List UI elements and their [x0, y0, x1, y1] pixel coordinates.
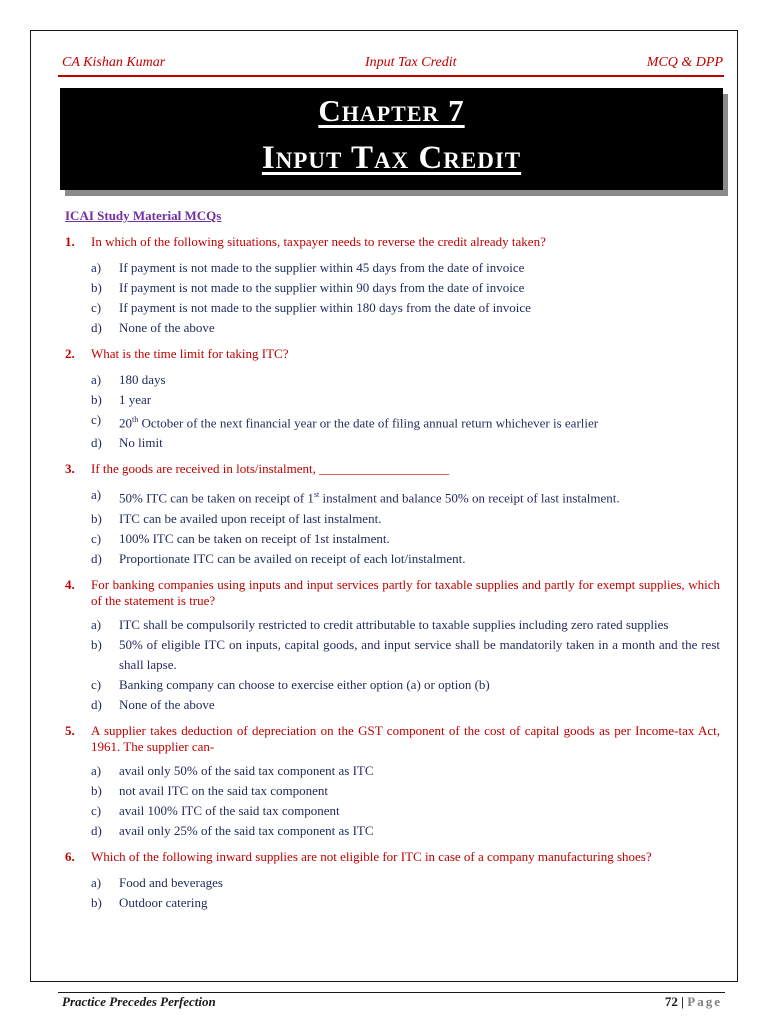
option-list: [91, 485, 720, 568]
option-text: Proportionate ITC can be availed on receipt of each lot/instalment.: [119, 550, 466, 566]
page-label: Page: [687, 994, 722, 1009]
question-number: 2.: [65, 346, 75, 361]
question-text: If the goods are received in lots/instalment, ____________________: [91, 461, 450, 477]
option-text: Outdoor catering: [119, 894, 208, 910]
chapter-title: Input Tax Credit: [261, 140, 522, 176]
option-label: b): [91, 280, 102, 295]
option-label: d): [91, 320, 102, 335]
question-number: 3.: [65, 461, 75, 477]
chapter-number: Chapter 7: [318, 93, 465, 128]
option-item: [91, 873, 720, 893]
option-item: [91, 390, 720, 410]
option-text: 1 year: [119, 392, 152, 407]
option-label: c): [91, 530, 102, 546]
footer-tagline: Practice Precedes Perfection: [62, 994, 216, 1009]
option-label: d): [91, 550, 102, 566]
option-list: [91, 873, 720, 913]
question-list: [65, 206, 720, 917]
option-label: d): [91, 696, 102, 712]
option-item: [91, 370, 720, 390]
option-item: [91, 433, 720, 453]
option-text: ITC can be availed upon receipt of last instalment.: [119, 510, 382, 526]
footer-divider: [58, 992, 725, 993]
option-item: [91, 529, 720, 549]
option-item: [91, 509, 720, 529]
option-label: c): [91, 676, 102, 692]
option-label: b): [91, 894, 102, 910]
option-item: [91, 893, 720, 913]
option-text: 100% ITC can be taken on receipt of 1st instalment.: [119, 530, 390, 546]
option-text: ITC shall be compulsorily restricted to credit attributable to taxable supplies including zero rated supplies: [119, 616, 669, 632]
option-label: b): [91, 510, 102, 526]
option-item: [91, 615, 720, 635]
question-number: 4.: [65, 576, 75, 592]
header-divider: [58, 75, 724, 77]
option-label: b): [91, 636, 102, 652]
option-label: a): [91, 260, 102, 275]
header-subject: Input Tax Credit: [365, 55, 457, 70]
option-label: c): [91, 802, 102, 818]
option-text: No limit: [119, 435, 163, 451]
option-text: Banking company can choose to exercise either option (a) or option (b): [119, 676, 490, 692]
option-item: [91, 258, 720, 278]
option-label: a): [91, 874, 102, 890]
option-item: [91, 761, 720, 781]
option-text: If payment is not made to the supplier within 90 days from the date of invoice: [119, 280, 525, 295]
question: [65, 344, 720, 364]
question: [65, 847, 720, 867]
option-item: [91, 695, 720, 715]
header-author: CA Kishan Kumar: [62, 55, 166, 70]
option-list: [91, 761, 720, 841]
option-text: None of the above: [119, 696, 215, 712]
option-text: Food and beverages: [119, 874, 223, 890]
option-label: a): [91, 762, 102, 778]
option-text: not avail ITC on the said tax component: [119, 782, 329, 798]
question-text: In which of the following situations, taxpayer needs to reverse the credit already taken?: [91, 234, 546, 249]
option-list: [91, 370, 720, 453]
page-number: 72: [664, 994, 678, 1009]
question-number: 5.: [65, 722, 75, 738]
option-label: a): [91, 487, 102, 503]
question-text: What is the time limit for taking ITC?: [91, 346, 289, 361]
option-item: [91, 298, 720, 318]
option-item: [91, 821, 720, 841]
page-indicator: [665, 994, 722, 1010]
option-text: None of the above: [119, 320, 215, 335]
option-text-prefix: 50% ITC can be taken on receipt of 1: [119, 490, 314, 506]
question-text: For banking companies using inputs and input services partly for taxable supplies and partly for exempt supplies, which of the statement is true?: [91, 576, 720, 608]
option-item: [91, 781, 720, 801]
option-label: d): [91, 822, 102, 838]
option-label: b): [91, 392, 102, 407]
option-text: avail only 25% of the said tax component as ITC: [119, 822, 374, 838]
question: [65, 459, 720, 479]
option-text-rest: instalment and balance 50% on receipt of last instalment.: [319, 490, 620, 506]
option-text: 180 days: [119, 372, 166, 387]
chapter-banner: [60, 88, 723, 190]
ordinal-suffix: st: [313, 490, 320, 500]
option-text: avail only 50% of the said tax component as ITC: [119, 762, 374, 778]
option-text: avail 100% ITC of the said tax component: [119, 802, 340, 818]
ordinal-suffix: th: [132, 415, 139, 424]
question: [65, 575, 720, 609]
option-label: b): [91, 782, 102, 798]
option-item: [91, 485, 720, 508]
option-text: If payment is not made to the supplier within 180 days from the date of invoice: [119, 300, 531, 315]
question-text: A supplier takes deduction of depreciation on the GST component of the cost of capital goods as per Income-tax Act, 1961. The supplier can-: [91, 722, 720, 754]
page-footer: [62, 994, 722, 1014]
option-item: [91, 635, 720, 675]
option-item: [91, 549, 720, 569]
header-type: MCQ & DPP: [646, 55, 723, 70]
question-number: 1.: [65, 234, 75, 249]
option-text: If payment is not made to the supplier within 45 days from the date of invoice: [119, 260, 525, 275]
option-label: a): [91, 616, 102, 632]
option-label: a): [91, 372, 102, 387]
option-label: c): [91, 300, 102, 315]
page-separator: |: [681, 994, 685, 1009]
option-item: [91, 410, 720, 433]
page-header: [60, 55, 725, 75]
option-list: [91, 258, 720, 338]
option-label: d): [91, 435, 102, 451]
option-item: [91, 318, 720, 338]
option-item: [91, 278, 720, 298]
question-text: Which of the following inward supplies are not eligible for ITC in case of a company manufacturing shoes?: [91, 848, 652, 864]
option-text: 50% of eligible ITC on inputs, capital goods, and input service shall be mandatorily taken in a month and the rest shall lapse.: [119, 636, 720, 672]
option-text: [119, 410, 720, 433]
question: [65, 232, 720, 252]
option-text: [119, 485, 720, 508]
option-label: c): [91, 412, 102, 427]
option-text-rest: October of the next financial year or the date of filing annual return whichever is earlier: [138, 415, 599, 431]
question-number: 6.: [65, 848, 75, 864]
question: [65, 721, 720, 755]
section-title: ICAI Study Material MCQs: [65, 208, 222, 223]
questions-container: [65, 232, 720, 913]
option-text-prefix: 20: [119, 415, 132, 431]
option-item: [91, 675, 720, 695]
option-item: [91, 801, 720, 821]
option-list: [91, 615, 720, 715]
